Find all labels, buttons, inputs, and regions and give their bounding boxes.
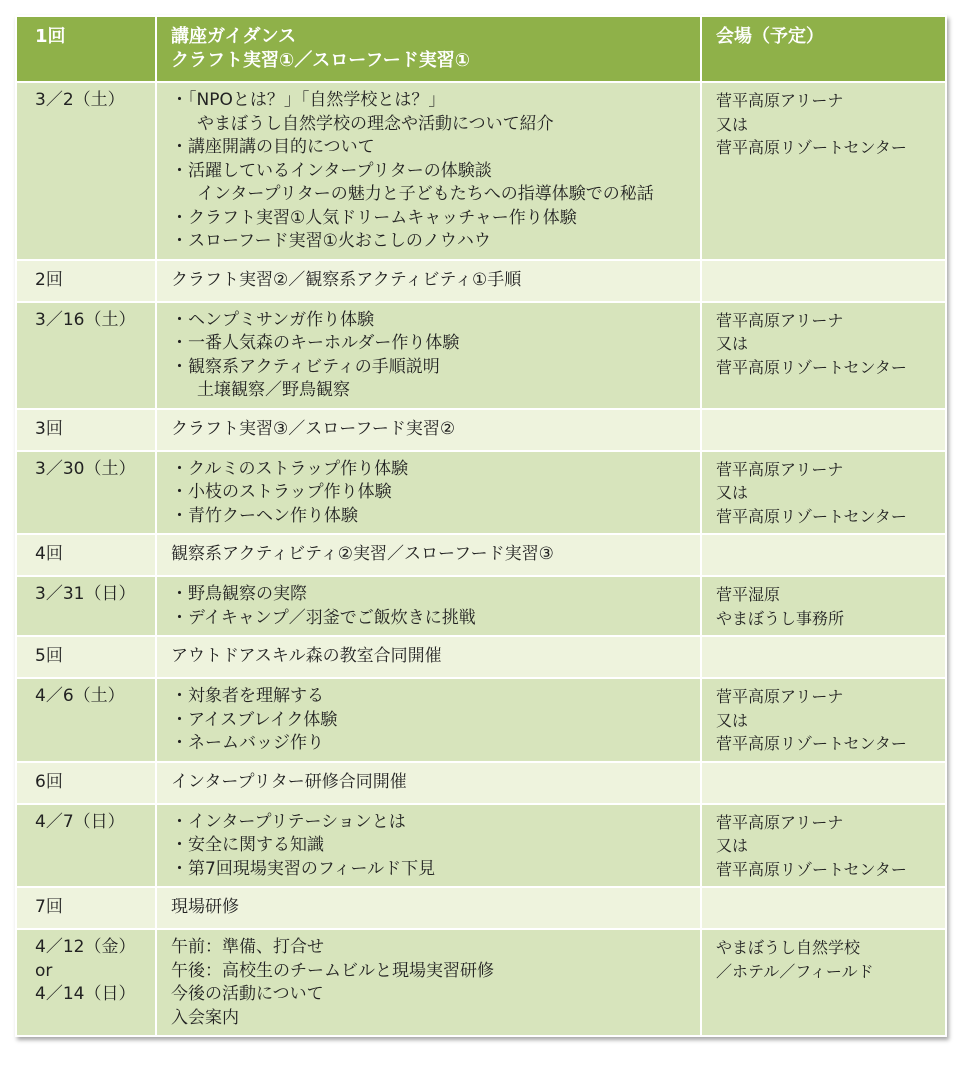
venue-line: 菅平湿原 bbox=[716, 585, 781, 604]
content-line: ・デイキャンプ／羽釜でご飯炊きに挑戦 bbox=[171, 607, 476, 628]
date-line: 3／16（土） bbox=[35, 309, 136, 330]
session-venue-empty bbox=[701, 762, 946, 804]
venue-line: 又は bbox=[716, 710, 749, 730]
content-line: ・青竹クーヘン作り体験 bbox=[171, 505, 358, 526]
content-line: ・「NPOとは？」「自然学校とは？」 bbox=[171, 90, 446, 110]
venue-line: 又は bbox=[716, 836, 749, 855]
date-line: 4／12（金） bbox=[35, 937, 136, 957]
content-cell bbox=[156, 804, 701, 888]
content-line: ・講座開講の目的について bbox=[171, 137, 375, 157]
venue-line: 菅平高原リゾートセンター bbox=[716, 357, 907, 377]
venue-line: 菅平高原リゾートセンター bbox=[716, 859, 907, 879]
content-cell bbox=[156, 678, 701, 762]
session-number: 6回 bbox=[16, 762, 156, 804]
content-line: 午後：高校生のチームビルと現場実習研修 bbox=[171, 960, 494, 981]
venue-line: やまぼうし事務所 bbox=[716, 608, 845, 628]
session-venue-empty bbox=[701, 887, 946, 929]
date-line: 3／31（日） bbox=[35, 584, 136, 604]
session-number: 2回 bbox=[16, 260, 156, 302]
session-venue-empty bbox=[701, 534, 946, 576]
venue-line: 菅平高原アリーナ bbox=[716, 459, 844, 479]
session-title: クラフト実習③／スローフード実習② bbox=[156, 409, 701, 451]
venue-cell bbox=[701, 678, 946, 762]
venue-line: 菅平高原アリーナ bbox=[716, 687, 844, 706]
venue-line: ／ホテル／フィールド bbox=[716, 961, 874, 981]
table-header-row bbox=[16, 16, 946, 82]
session-number: 5回 bbox=[16, 636, 156, 678]
venue-line: やまぼうし自然学校 bbox=[716, 938, 861, 957]
session-venue-empty bbox=[701, 636, 946, 678]
header-title-cell bbox=[156, 16, 701, 82]
date-line: 3／2（土） bbox=[35, 90, 125, 110]
session-title: クラフト実習②／観察系アクティビティ①手順 bbox=[156, 260, 701, 302]
session-title: 現場研修 bbox=[156, 887, 701, 929]
session-venue-empty bbox=[701, 260, 946, 302]
detail-row bbox=[16, 576, 946, 636]
content-line: ・野鳥観察の実際 bbox=[171, 584, 307, 604]
date-cell bbox=[16, 929, 156, 1036]
detail-row bbox=[16, 678, 946, 762]
detail-row bbox=[16, 929, 946, 1036]
session-number: 4回 bbox=[16, 534, 156, 576]
header-venue-cell: 会場（予定） bbox=[701, 16, 946, 82]
content-line: ・ヘンプミサンガ作り体験 bbox=[171, 309, 375, 330]
venue-line: 菅平高原アリーナ bbox=[716, 310, 844, 330]
content-line: 今後の活動について bbox=[171, 984, 324, 1004]
venue-cell bbox=[701, 804, 946, 888]
content-cell bbox=[156, 82, 701, 260]
detail-row bbox=[16, 302, 946, 409]
venue-cell bbox=[701, 929, 946, 1036]
content-line: 入会案内 bbox=[171, 1007, 239, 1028]
session-row bbox=[16, 636, 946, 678]
header-title-line: 講座ガイダンス bbox=[171, 26, 297, 47]
session-title: アウトドアスキル森の教室合同開催 bbox=[156, 636, 701, 678]
content-line: ・観察系アクティビティの手順説明 bbox=[171, 356, 440, 377]
content-line: 午前：準備、打合せ bbox=[171, 937, 324, 957]
session-title: インタープリター研修合同開催 bbox=[156, 762, 701, 804]
session-row bbox=[16, 534, 946, 576]
content-line: ・活躍しているインタープリターの体験談 bbox=[171, 160, 492, 181]
session-number: 7回 bbox=[16, 887, 156, 929]
session-row bbox=[16, 409, 946, 451]
date-line: or bbox=[35, 960, 53, 981]
content-line: ・第7回現場実習のフィールド下見 bbox=[171, 858, 436, 879]
schedule-table bbox=[15, 15, 947, 1037]
session-row bbox=[16, 887, 946, 929]
session-row bbox=[16, 260, 946, 302]
date-cell bbox=[16, 302, 156, 409]
date-cell bbox=[16, 451, 156, 535]
venue-line: 菅平高原アリーナ bbox=[716, 91, 844, 110]
venue-cell bbox=[701, 451, 946, 535]
venue-line: 菅平高原アリーナ bbox=[716, 812, 844, 832]
detail-row bbox=[16, 804, 946, 888]
content-line: ・一番人気森のキーホルダー作り体験 bbox=[171, 333, 460, 353]
date-line: 4／14（日） bbox=[35, 984, 136, 1004]
content-line: ・対象者を理解する bbox=[171, 686, 324, 706]
content-line: ・ネームバッジ作り bbox=[171, 733, 324, 753]
content-line: ・小枝のストラップ作り体験 bbox=[171, 482, 392, 502]
content-cell bbox=[156, 576, 701, 636]
content-cell bbox=[156, 929, 701, 1036]
content-line: ・アイスブレイク体験 bbox=[171, 709, 338, 730]
date-cell bbox=[16, 576, 156, 636]
date-line: 3／30（土） bbox=[35, 458, 136, 479]
detail-row bbox=[16, 451, 946, 535]
session-row bbox=[16, 762, 946, 804]
venue-line: 又は bbox=[716, 483, 749, 502]
schedule-wrapper bbox=[15, 15, 945, 1037]
header-title-line: クラフト実習①／スローフード実習① bbox=[171, 50, 471, 71]
content-line: インタープリターの魅力と子どもたちへの指導体験での秘話 bbox=[197, 184, 654, 204]
content-line: ・安全に関する知識 bbox=[171, 835, 324, 855]
venue-line: 菅平高原リゾートセンター bbox=[716, 734, 907, 753]
venue-line: 菅平高原リゾートセンター bbox=[716, 138, 907, 157]
date-line: 4／7（日） bbox=[35, 811, 125, 832]
content-line: 土壌観察／野鳥観察 bbox=[197, 380, 350, 400]
header-session-cell: 1回 bbox=[16, 16, 156, 82]
session-venue-empty bbox=[701, 409, 946, 451]
venue-cell bbox=[701, 82, 946, 260]
date-cell bbox=[16, 804, 156, 888]
venue-cell bbox=[701, 302, 946, 409]
detail-row bbox=[16, 82, 946, 260]
venue-line: 菅平高原リゾートセンター bbox=[716, 506, 907, 526]
content-line: ・スローフード実習①火おこしのノウハウ bbox=[171, 231, 491, 251]
content-cell bbox=[156, 451, 701, 535]
date-line: 4／6（土） bbox=[35, 686, 125, 706]
content-line: やまぼうし自然学校の理念や活動について紹介 bbox=[197, 113, 554, 134]
date-cell bbox=[16, 678, 156, 762]
content-cell bbox=[156, 302, 701, 409]
session-number: 3回 bbox=[16, 409, 156, 451]
venue-cell bbox=[701, 576, 946, 636]
session-title: 観察系アクティビティ②実習／スローフード実習③ bbox=[156, 534, 701, 576]
venue-line: 又は bbox=[716, 334, 749, 353]
content-line: ・クルミのストラップ作り体験 bbox=[171, 458, 409, 479]
content-line: ・クラフト実習①人気ドリームキャッチャー作り体験 bbox=[171, 207, 577, 228]
date-cell bbox=[16, 82, 156, 260]
content-line: ・インタープリテーションとは bbox=[171, 811, 406, 832]
venue-line: 又は bbox=[716, 114, 749, 134]
